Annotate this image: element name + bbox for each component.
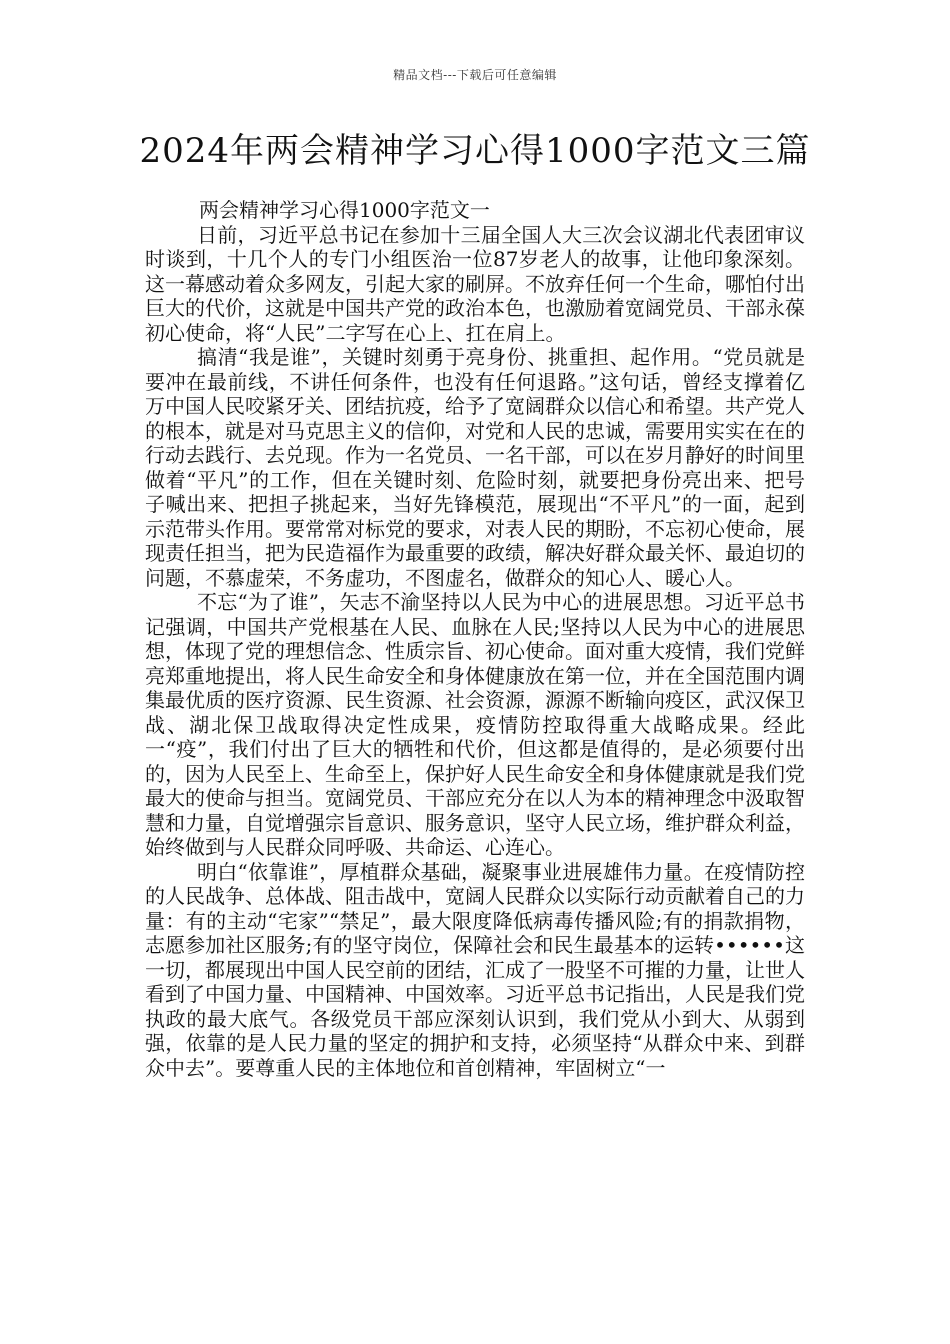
- paragraph-1: 日前，习近平总书记在参加十三届全国人大三次会议湖北代表团审议时谈到，十几个人的专门小组医治一位87岁老人的故事，让他印象深刻。这一幕感动着众多网友，引起大家的刷屏。不放弃任何一个生命，哪怕付出巨大的代价，这就是中国共产党的政治本色，也激励着宽阔党员、干部永葆初心使命，将“人民”二字写在心上、扛在肩上。: [145, 222, 805, 345]
- document-body: [145, 198, 805, 1080]
- paragraph-3: 不忘“为了谁”，矢志不渝坚持以人民为中心的进展思想。习近平总书记强调，中国共产党根基在人民、血脉在人民;坚持以人民为中心的进展思想，体现了党的理想信念、性质宗旨、初心使命。面对重大疫情，我们党鲜亮郑重地提出，将人民生命安全和身体健康放在第一位，并在全国范围内调集最优质的医疗资源、民生资源、社会资源，源源不断输向疫区，武汉保卫战、湖北保卫战取得决定性成果，疫情防控取得重大战略成果。经此一“疫”，我们付出了巨大的牺牲和代价，但这都是值得的，是必须要付出的，因为人民至上、生命至上，保护好人民生命安全和身体健康就是我们党最大的使命与担当。宽阔党员、干部应充分在以人为本的精神理念中汲取智慧和力量，自觉增强宗旨意识、服务意识，坚守人民立场，维护群众利益，始终做到与人民群众同呼吸、共命运、心连心。: [145, 590, 805, 859]
- paragraph-2: 搞清“我是谁”，关键时刻勇于亮身份、挑重担、起作用。“党员就是要冲在最前线，不讲任何条件，也没有任何退路。”这句话，曾经支撑着亿万中国人民咬紧牙关、团结抗疫，给予了宽阔群众以信心和希望。共产党人的根本，就是对马克思主义的信仰，对党和人民的忠诚，需要用实实在在的行动去践行、去兑现。作为一名党员、一名干部，可以在岁月静好的时间里做着“平凡”的工作，但在关键时刻、危险时刻，就要把身份亮出来、把号子喊出来、把担子挑起来，当好先锋模范，展现出“不平凡”的一面，起到示范带头作用。要常常对标党的要求，对表人民的期盼，不忘初心使命，展现责任担当，把为民造福作为最重要的政绩，解决好群众最关怀、最迫切的问题，不慕虚荣，不务虚功，不图虚名，做群众的知心人、暖心人。: [145, 345, 805, 590]
- document-title: 2024年两会精神学习心得1000字范文三篇: [139, 131, 811, 171]
- header-note: 精品文档---下载后可任意编辑: [393, 68, 557, 82]
- paragraph-4: 明白“依靠谁”，厚植群众基础，凝聚事业进展雄伟力量。在疫情防控的人民战争、总体战、阻击战中，宽阔人民群众以实际行动贡献着自己的力量：有的主动“宅家”“禁足”，最大限度降低病毒传播风险;有的捐款捐物，志愿参加社区服务;有的坚守岗位，保障社会和民生最基本的运转••••••这一切，都展现出中国人民空前的团结，汇成了一股坚不可摧的力量，让世人看到了中国力量、中国精神、中国效率。习近平总书记指出，人民是我们党执政的最大底气。各级党员干部应深刻认识到，我们党从小到大、从弱到强，依靠的是人民力量的坚定的拥护和支持，必须坚持“从群众中来、到群众中去”。要尊重人民的主体地位和首创精神，牢固树立“一: [145, 859, 805, 1080]
- section-subheading: 两会精神学习心得1000字范文一: [199, 198, 490, 222]
